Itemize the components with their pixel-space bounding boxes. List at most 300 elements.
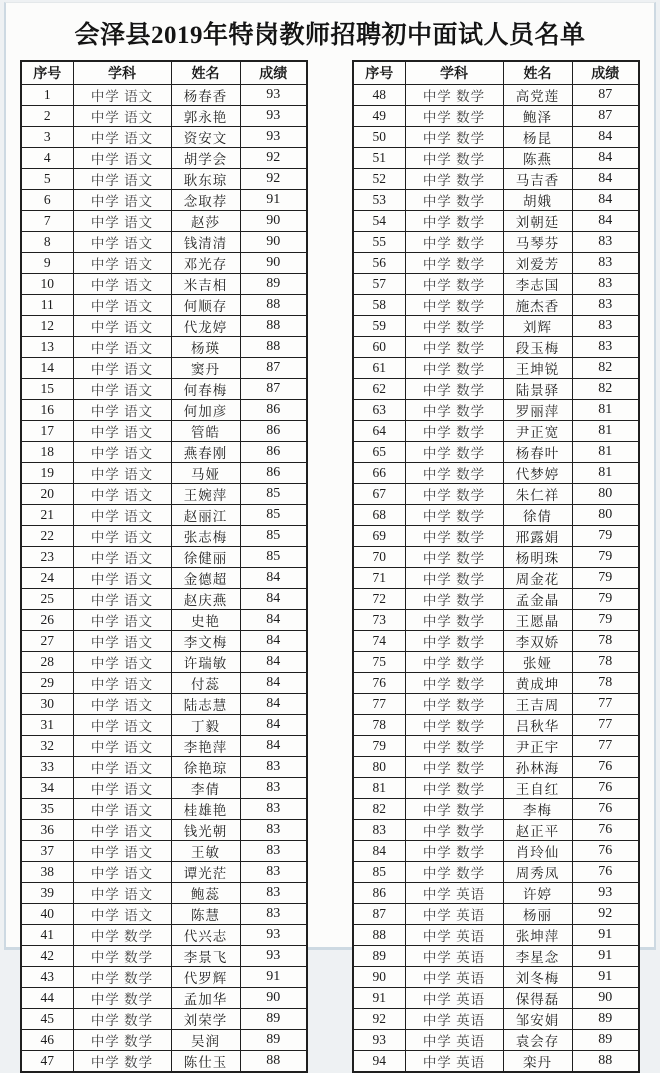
table-row: [353, 904, 639, 925]
cell-subject: 中学 语文: [73, 757, 171, 778]
cell-name: 张坤萍: [503, 925, 572, 946]
cell-number: 53: [353, 190, 405, 211]
table-row: [21, 568, 307, 589]
table-row: [21, 736, 307, 757]
cell-name: 杨春香: [171, 85, 240, 106]
cell-subject: 中学 数学: [405, 547, 503, 568]
cell-subject: 中学 数学: [405, 232, 503, 253]
table-row: [21, 400, 307, 421]
cell-name: 张志梅: [171, 526, 240, 547]
cell-score: 76: [572, 757, 639, 778]
cell-score: 92: [572, 904, 639, 925]
cell-name: 邓光存: [171, 253, 240, 274]
cell-subject: 中学 数学: [405, 715, 503, 736]
cell-score: 86: [240, 463, 307, 484]
cell-name: 丁毅: [171, 715, 240, 736]
cell-score: 83: [572, 253, 639, 274]
cell-subject: 中学 数学: [405, 169, 503, 190]
cell-name: 许婷: [503, 883, 572, 904]
cell-subject: 中学 数学: [405, 274, 503, 295]
cell-subject: 中学 数学: [405, 400, 503, 421]
table-row: [353, 547, 639, 568]
cell-subject: 中学 数学: [405, 526, 503, 547]
cell-score: 84: [240, 589, 307, 610]
cell-score: 76: [572, 841, 639, 862]
table-row: [21, 169, 307, 190]
cell-name: 王自红: [503, 778, 572, 799]
cell-subject: 中学 语文: [73, 862, 171, 883]
cell-number: 39: [21, 883, 73, 904]
table-row: [353, 1051, 639, 1073]
cell-subject: 中学 数学: [405, 799, 503, 820]
cell-subject: 中学 语文: [73, 589, 171, 610]
cell-number: 90: [353, 967, 405, 988]
table-row: [353, 652, 639, 673]
cell-name: 徐健丽: [171, 547, 240, 568]
cell-subject: 中学 数学: [405, 379, 503, 400]
cell-name: 周秀凤: [503, 862, 572, 883]
cell-number: 69: [353, 526, 405, 547]
cell-number: 56: [353, 253, 405, 274]
cell-score: 88: [240, 337, 307, 358]
cell-subject: 中学 语文: [73, 715, 171, 736]
cell-name: 王吉周: [503, 694, 572, 715]
cell-score: 83: [572, 337, 639, 358]
cell-number: 25: [21, 589, 73, 610]
cell-subject: 中学 数学: [73, 1030, 171, 1051]
cell-score: 83: [240, 841, 307, 862]
cell-name: 许瑞敏: [171, 652, 240, 673]
cell-subject: 中学 语文: [73, 778, 171, 799]
cell-score: 77: [572, 694, 639, 715]
table-row: [353, 484, 639, 505]
cell-score: 90: [240, 211, 307, 232]
cell-name: 吴润: [171, 1030, 240, 1051]
cell-score: 89: [572, 1009, 639, 1030]
cell-score: 90: [572, 988, 639, 1009]
cell-score: 89: [572, 1030, 639, 1051]
cell-score: 88: [240, 316, 307, 337]
cell-subject: 中学 数学: [405, 589, 503, 610]
cell-score: 84: [240, 652, 307, 673]
cell-score: 85: [240, 547, 307, 568]
table-row: [353, 337, 639, 358]
cell-number: 57: [353, 274, 405, 295]
cell-number: 8: [21, 232, 73, 253]
cell-subject: 中学 数学: [73, 946, 171, 967]
table-row: [353, 526, 639, 547]
cell-subject: 中学 语文: [73, 85, 171, 106]
cell-subject: 中学 语文: [73, 274, 171, 295]
cell-score: 92: [240, 148, 307, 169]
cell-number: 48: [353, 85, 405, 106]
table-row: [21, 358, 307, 379]
table-body-right: [353, 85, 639, 1073]
cell-subject: 中学 数学: [405, 862, 503, 883]
cell-name: 代兴志: [171, 925, 240, 946]
cell-number: 93: [353, 1030, 405, 1051]
cell-score: 83: [572, 232, 639, 253]
cell-number: 72: [353, 589, 405, 610]
table-row: [353, 946, 639, 967]
page-title: 会泽县2019年特岗教师招聘初中面试人员名单: [74, 22, 586, 49]
cell-subject: 中学 数学: [405, 694, 503, 715]
cell-score: 83: [240, 820, 307, 841]
cell-score: 79: [572, 547, 639, 568]
cell-subject: 中学 数学: [73, 967, 171, 988]
column-header-number: 序号: [21, 61, 73, 85]
table-row: [353, 358, 639, 379]
table-row: [353, 232, 639, 253]
cell-number: 37: [21, 841, 73, 862]
cell-score: 81: [572, 421, 639, 442]
table-row: [21, 463, 307, 484]
cell-number: 7: [21, 211, 73, 232]
column-header-name: 姓名: [503, 61, 572, 85]
cell-subject: 中学 英语: [405, 988, 503, 1009]
table-row: [353, 379, 639, 400]
table-row: [353, 211, 639, 232]
table-row: [353, 988, 639, 1009]
cell-number: 80: [353, 757, 405, 778]
column-header-score: 成绩: [572, 61, 639, 85]
cell-number: 5: [21, 169, 73, 190]
table-row: [353, 316, 639, 337]
cell-name: 念取荐: [171, 190, 240, 211]
cell-subject: 中学 语文: [73, 232, 171, 253]
cell-score: 92: [240, 169, 307, 190]
table-row: [353, 757, 639, 778]
cell-score: 86: [240, 421, 307, 442]
cell-number: 59: [353, 316, 405, 337]
cell-subject: 中学 数学: [405, 358, 503, 379]
cell-number: 73: [353, 610, 405, 631]
cell-number: 64: [353, 421, 405, 442]
cell-name: 窦丹: [171, 358, 240, 379]
tables-gap: [308, 60, 352, 1073]
column-header-score: 成绩: [240, 61, 307, 85]
cell-score: 93: [240, 85, 307, 106]
table-row: [21, 337, 307, 358]
cell-subject: 中学 语文: [73, 631, 171, 652]
cell-number: 52: [353, 169, 405, 190]
cell-name: 付蕊: [171, 673, 240, 694]
document-page: [4, 2, 656, 1070]
cell-number: 19: [21, 463, 73, 484]
cell-name: 徐倩: [503, 505, 572, 526]
table-body-left: [21, 85, 307, 1073]
cell-number: 60: [353, 337, 405, 358]
column-header-name: 姓名: [171, 61, 240, 85]
cell-score: 84: [240, 610, 307, 631]
cell-score: 78: [572, 652, 639, 673]
cell-name: 徐艳琼: [171, 757, 240, 778]
cell-score: 89: [240, 1009, 307, 1030]
cell-name: 杨明珠: [503, 547, 572, 568]
table-row: [21, 148, 307, 169]
cell-score: 78: [572, 631, 639, 652]
cell-number: 13: [21, 337, 73, 358]
cell-name: 罗丽萍: [503, 400, 572, 421]
cell-name: 袁会存: [503, 1030, 572, 1051]
cell-subject: 中学 语文: [73, 736, 171, 757]
table-row: [353, 463, 639, 484]
cell-score: 85: [240, 526, 307, 547]
cell-subject: 中学 英语: [405, 1030, 503, 1051]
cell-name: 米吉相: [171, 274, 240, 295]
table-row: [21, 904, 307, 925]
cell-subject: 中学 语文: [73, 295, 171, 316]
cell-name: 赵庆燕: [171, 589, 240, 610]
table-row: [353, 862, 639, 883]
cell-name: 杨春叶: [503, 442, 572, 463]
cell-subject: 中学 数学: [405, 253, 503, 274]
cell-number: 33: [21, 757, 73, 778]
cell-number: 35: [21, 799, 73, 820]
cell-subject: 中学 数学: [405, 610, 503, 631]
cell-score: 87: [572, 85, 639, 106]
cell-score: 93: [240, 946, 307, 967]
table-row: [353, 295, 639, 316]
cell-name: 吕秋华: [503, 715, 572, 736]
cell-score: 84: [240, 694, 307, 715]
cell-number: 47: [21, 1051, 73, 1073]
cell-name: 马吉香: [503, 169, 572, 190]
cell-number: 86: [353, 883, 405, 904]
cell-number: 2: [21, 106, 73, 127]
cell-score: 83: [240, 862, 307, 883]
cell-subject: 中学 语文: [73, 484, 171, 505]
cell-subject: 中学 语文: [73, 799, 171, 820]
table-row: [353, 610, 639, 631]
cell-subject: 中学 数学: [405, 757, 503, 778]
table-row: [353, 274, 639, 295]
cell-subject: 中学 数学: [73, 1009, 171, 1030]
cell-name: 王婉萍: [171, 484, 240, 505]
cell-subject: 中学 语文: [73, 820, 171, 841]
cell-number: 45: [21, 1009, 73, 1030]
cell-score: 84: [572, 127, 639, 148]
cell-name: 陆志慧: [171, 694, 240, 715]
roster-table-left: [20, 60, 308, 1073]
cell-number: 79: [353, 736, 405, 757]
table-row: [21, 85, 307, 106]
cell-name: 周金花: [503, 568, 572, 589]
cell-score: 80: [572, 505, 639, 526]
table-row: [21, 778, 307, 799]
cell-number: 1: [21, 85, 73, 106]
cell-score: 76: [572, 820, 639, 841]
table-row: [353, 190, 639, 211]
cell-number: 38: [21, 862, 73, 883]
cell-subject: 中学 语文: [73, 358, 171, 379]
cell-subject: 中学 英语: [405, 904, 503, 925]
cell-name: 鲍泽: [503, 106, 572, 127]
table-row: [353, 799, 639, 820]
cell-number: 74: [353, 631, 405, 652]
table-row: [21, 610, 307, 631]
cell-subject: 中学 数学: [405, 820, 503, 841]
cell-subject: 中学 语文: [73, 442, 171, 463]
cell-number: 92: [353, 1009, 405, 1030]
table-row: [21, 925, 307, 946]
table-row: [353, 148, 639, 169]
cell-subject: 中学 语文: [73, 148, 171, 169]
table-row: [353, 505, 639, 526]
cell-name: 陈慧: [171, 904, 240, 925]
cell-score: 84: [572, 190, 639, 211]
cell-subject: 中学 语文: [73, 337, 171, 358]
table-row: [353, 442, 639, 463]
cell-score: 91: [572, 925, 639, 946]
cell-score: 90: [240, 232, 307, 253]
cell-name: 孟金晶: [503, 589, 572, 610]
table-row: [21, 862, 307, 883]
cell-score: 79: [572, 568, 639, 589]
cell-name: 陆景驿: [503, 379, 572, 400]
cell-name: 赵丽江: [171, 505, 240, 526]
cell-number: 54: [353, 211, 405, 232]
cell-name: 管皓: [171, 421, 240, 442]
cell-number: 67: [353, 484, 405, 505]
table-row: [21, 673, 307, 694]
cell-name: 资安文: [171, 127, 240, 148]
cell-number: 12: [21, 316, 73, 337]
cell-number: 15: [21, 379, 73, 400]
cell-number: 42: [21, 946, 73, 967]
cell-name: 赵莎: [171, 211, 240, 232]
cell-number: 62: [353, 379, 405, 400]
cell-subject: 中学 语文: [73, 694, 171, 715]
cell-number: 88: [353, 925, 405, 946]
cell-subject: 中学 数学: [405, 295, 503, 316]
cell-subject: 中学 语文: [73, 316, 171, 337]
cell-name: 代罗辉: [171, 967, 240, 988]
cell-score: 85: [240, 505, 307, 526]
cell-number: 75: [353, 652, 405, 673]
cell-number: 6: [21, 190, 73, 211]
cell-subject: 中学 语文: [73, 127, 171, 148]
cell-score: 91: [572, 946, 639, 967]
cell-score: 76: [572, 862, 639, 883]
cell-score: 79: [572, 589, 639, 610]
cell-name: 李双娇: [503, 631, 572, 652]
cell-subject: 中学 数学: [405, 148, 503, 169]
cell-name: 马娅: [171, 463, 240, 484]
cell-name: 赵正平: [503, 820, 572, 841]
cell-number: 91: [353, 988, 405, 1009]
table-row: [21, 883, 307, 904]
table-row: [21, 295, 307, 316]
cell-name: 栾丹: [503, 1051, 572, 1073]
cell-subject: 中学 语文: [73, 526, 171, 547]
cell-score: 89: [240, 1030, 307, 1051]
table-row: [21, 1009, 307, 1030]
cell-name: 鲍蕊: [171, 883, 240, 904]
table-row: [353, 883, 639, 904]
cell-subject: 中学 数学: [405, 421, 503, 442]
cell-score: 93: [240, 127, 307, 148]
cell-name: 李志国: [503, 274, 572, 295]
cell-name: 邹安娟: [503, 1009, 572, 1030]
table-row: [21, 715, 307, 736]
cell-subject: 中学 语文: [73, 904, 171, 925]
table-row: [21, 106, 307, 127]
cell-subject: 中学 数学: [73, 988, 171, 1009]
cell-score: 89: [240, 274, 307, 295]
cell-subject: 中学 英语: [405, 1051, 503, 1073]
cell-subject: 中学 数学: [405, 778, 503, 799]
cell-score: 81: [572, 400, 639, 421]
cell-subject: 中学 语文: [73, 400, 171, 421]
cell-subject: 中学 语文: [73, 169, 171, 190]
cell-score: 82: [572, 358, 639, 379]
cell-number: 41: [21, 925, 73, 946]
cell-subject: 中学 语文: [73, 568, 171, 589]
cell-number: 49: [353, 106, 405, 127]
cell-number: 78: [353, 715, 405, 736]
cell-number: 36: [21, 820, 73, 841]
cell-number: 89: [353, 946, 405, 967]
cell-number: 30: [21, 694, 73, 715]
table-row: [21, 757, 307, 778]
cell-score: 83: [240, 778, 307, 799]
table-row: [21, 652, 307, 673]
cell-number: 77: [353, 694, 405, 715]
cell-subject: 中学 语文: [73, 421, 171, 442]
cell-number: 34: [21, 778, 73, 799]
cell-name: 李倩: [171, 778, 240, 799]
header-row: [21, 61, 307, 85]
cell-name: 张娅: [503, 652, 572, 673]
cell-score: 79: [572, 610, 639, 631]
cell-score: 93: [572, 883, 639, 904]
table-row: [21, 526, 307, 547]
cell-name: 刘荣学: [171, 1009, 240, 1030]
cell-name: 李艳萍: [171, 736, 240, 757]
cell-number: 4: [21, 148, 73, 169]
cell-subject: 中学 语文: [73, 463, 171, 484]
table-row: [353, 106, 639, 127]
cell-name: 史艳: [171, 610, 240, 631]
cell-score: 90: [240, 253, 307, 274]
cell-name: 桂雄艳: [171, 799, 240, 820]
cell-name: 何春梅: [171, 379, 240, 400]
cell-name: 钱光朝: [171, 820, 240, 841]
cell-subject: 中学 英语: [405, 925, 503, 946]
table-row: [353, 841, 639, 862]
cell-name: 施杰香: [503, 295, 572, 316]
cell-number: 68: [353, 505, 405, 526]
cell-subject: 中学 数学: [73, 1051, 171, 1073]
cell-subject: 中学 语文: [73, 253, 171, 274]
cell-name: 刘冬梅: [503, 967, 572, 988]
table-row: [353, 1030, 639, 1051]
header-row: [353, 61, 639, 85]
cell-name: 黄成坤: [503, 673, 572, 694]
cell-number: 76: [353, 673, 405, 694]
cell-score: 84: [240, 736, 307, 757]
cell-number: 21: [21, 505, 73, 526]
cell-number: 44: [21, 988, 73, 1009]
cell-name: 李梅: [503, 799, 572, 820]
cell-number: 71: [353, 568, 405, 589]
cell-subject: 中学 语文: [73, 106, 171, 127]
cell-subject: 中学 数学: [405, 190, 503, 211]
table-row: [353, 820, 639, 841]
cell-subject: 中学 数学: [405, 631, 503, 652]
table-row: [353, 589, 639, 610]
